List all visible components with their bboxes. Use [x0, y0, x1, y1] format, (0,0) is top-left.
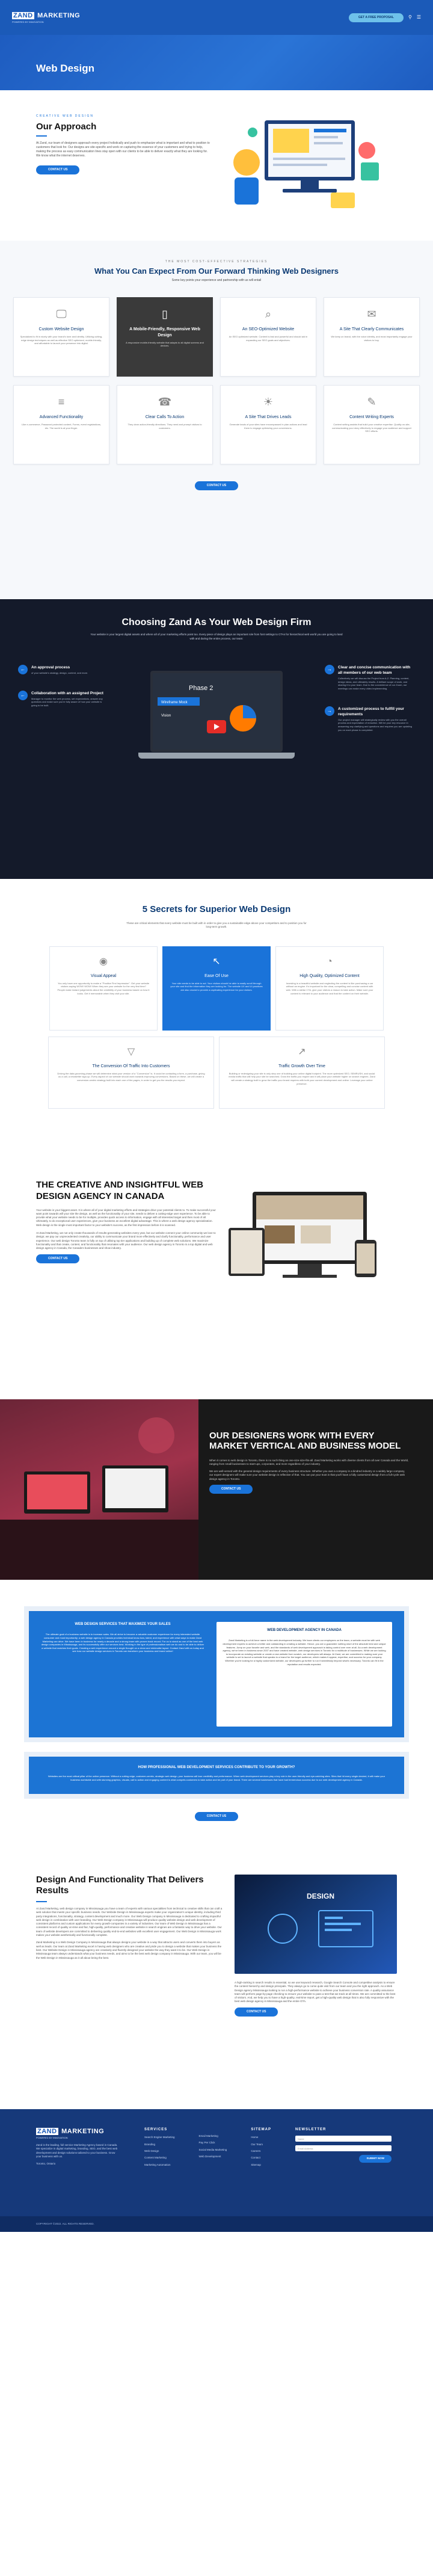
firm-point-title: Collaboration with an assigned Project: [31, 691, 103, 695]
secret-card-text: You only have one opportunity to make a "Positive First Impression". Get your website visitors saying WOW! WOW! When they see your website for the very first time? People make instant judgements about the credibility of your business based on how it looks. Get it memorable when they visit your site.: [57, 981, 150, 995]
feature-card-text: An SEO optimized website. Content is fast and powerful and should aid in expanding our SEO goals and objectives.: [229, 334, 308, 342]
speed-icon: ◔: [327, 956, 333, 967]
secrets-row: [0, 946, 433, 1031]
firm-right-points: [325, 665, 415, 767]
secret-card: [48, 1037, 214, 1109]
feature-grid: [0, 297, 433, 464]
feature-card: [220, 297, 316, 377]
screen-wireframe-label: Wireframe Mock: [161, 700, 188, 704]
secret-card-title: Ease Of Use: [204, 973, 229, 978]
growth-title: HOW PROFESSIONAL WEB DEVELOPMENT SERVICES CONTRIBUTE TO YOUR GROWTH?: [138, 1766, 295, 1769]
secret-card: [49, 946, 158, 1031]
secrets-subtitle: These are critical elements that every website must be built with in order to give you a sustainable edge above your competitors and to position you for long-term growth.: [126, 922, 307, 929]
firm-point: [18, 691, 108, 707]
designers-title: OUR DESIGNERS WORK WITH EVERY MARKET VERTICAL AND BUSINESS MODEL: [209, 1431, 401, 1452]
firm-point-title: Clear and concise communication with all members of our web team: [338, 665, 411, 676]
footer-logo[interactable]: [36, 2127, 120, 2140]
services-left-title: WEB DESIGN SERVICES THAT MAXIMIZE YOUR SALES: [75, 1622, 171, 1626]
firm-point: [325, 665, 415, 691]
site-logo[interactable]: [12, 11, 81, 24]
firm-point-title: An approval process: [31, 665, 70, 670]
search-icon[interactable]: ⚲: [408, 14, 412, 20]
firm-section: [0, 599, 433, 879]
footer-link[interactable]: Content Marketing: [144, 2156, 167, 2160]
submit-now-button[interactable]: SUBMIT NOW: [359, 2155, 392, 2162]
footer-link[interactable]: Branding: [144, 2142, 156, 2146]
newsletter: [295, 2127, 392, 2170]
growth-text: Websites are the most critical pillar of the online presence. Without a cutting edge, customer-centric, strategic web design, your business will lose credibility and performance. When web development services play a key role in the user-friendly and eye-catching sites. Sites that hit every single desired, it will make your business worldwide and with stunning graphics, visuals, call to action and engaging content is what compels customers to take action and be part of your brand. There are several businesses that have had tremendous success due to our web development agency in Canada.: [48, 1775, 385, 1781]
footer-link[interactable]: Marketing Automation: [144, 2163, 171, 2166]
logo-word: MARKETING: [61, 2128, 105, 2135]
feature-card: [220, 385, 316, 464]
services-right-title: WEB DEVELOPMENT AGENCY IN CANADA: [267, 1628, 342, 1632]
growth-icon: ↗: [298, 1046, 306, 1057]
firm-point: [18, 665, 108, 675]
secret-card: [219, 1037, 385, 1109]
expect-section: [0, 241, 433, 599]
footer-about: Zand is the leading, full service Marketing Agency based in Canada. We specialize in digital marketing, branding, SEO, and the best web development and design solutions tailored to your business. Grow your business with us.: [36, 2143, 118, 2158]
pen-icon: ✎: [367, 396, 376, 408]
footer-services-title: SERVICES: [144, 2128, 168, 2131]
secret-card-title: Visual Appeal: [90, 973, 117, 978]
footer-address: Toronto, Ontario: [36, 2162, 56, 2166]
feature-card-title: A Site That Drives Leads: [245, 415, 292, 420]
feature-card: [324, 297, 420, 377]
dfu-paragraph: At Zand Marketing, web design company in Mississauga you have a team of experts with various specialities from technical to creative skills that can craft a web solution that meets your specific business needs. Our Website Design in Mississauga experts make your organization's unique identity, including third party integrations, functionality, strategy, content development and much more. Our Web Design company in Mississauga is dedicated to crafting impactful web design in combination with user branding. Our Web Design company in Mississauga will produce quality website design and web development of consistent platforms and custom applications for every growth-companies in a variety of industries. Our team of Web Design in Mississauga has a consistent record of quality on-time and fair, high-quality, performance and creative website in search engines are a fantastic way to drive your website. Our team of website developers are committed to delivering quality end-to-end websites with excellent user engagement. Our Web Design in Mississauga work makes your website aesthetically and functionally complete.: [36, 1907, 223, 1937]
secret-card-text: Investing in a beautiful website and neglecting the content is like purchasing a car without an engine. It's important for the clear, compelling and concise content with web. With a stellar CTA, give your visitors a reason to take action. Make sure your content is relevant to your audience and that the content on their website.: [286, 981, 373, 995]
footer-link[interactable]: Home: [251, 2136, 259, 2139]
footer-link[interactable]: Search Engine Marketing: [144, 2136, 175, 2139]
footer-link[interactable]: Web Development: [198, 2154, 221, 2158]
approach-title: Our Approach: [36, 122, 97, 132]
logo-mark: ZAND: [13, 11, 33, 19]
feature-card-text: A responsive mobile-friendly website that adapts to all digital screens and devices.: [126, 340, 204, 348]
dfu-title: Design And Functionality That Delivers Results: [36, 1875, 204, 1896]
footer-link[interactable]: Contact: [251, 2156, 260, 2160]
footer-link[interactable]: Sitemap: [251, 2163, 261, 2166]
footer-link[interactable]: Pay Per Click: [198, 2141, 215, 2145]
secret-card-title: Traffic Growth Over Time: [278, 1064, 325, 1068]
devices-illustration: [216, 1180, 397, 1399]
dfu-paragraph: Zand Marketing is a Web Design Company in Mississauga that always designs your website in a way that attracts users and converts them into buyers as well as leads. Our team at Zand Marketing excel in having web designers who are creative and pride you to design a website that makes your business the best. Our Website Design in Mississauga agency are creatively and fluently designed your website the way they want it to be. Our Web Design in Mississauga team always understands what your business needs, and aims to be the best web design company in Mississauga. With our team, you will be the Web Design in Mississauga as it all about being the best.: [36, 1941, 222, 1959]
feature-card-title: An SEO-Optimized Website: [242, 327, 295, 332]
chat-icon: ✉: [367, 308, 376, 321]
right-arrow-icon: ←: [18, 665, 28, 674]
hamburger-icon[interactable]: ☰: [416, 14, 421, 20]
laptop-image: [150, 671, 283, 767]
logo-mark: ZAND: [37, 2128, 57, 2135]
contact-us-button[interactable]: CONTACT US: [36, 165, 79, 174]
logo-word: MARKETING: [37, 11, 81, 19]
design-screen-label: DESIGN: [307, 1892, 335, 1900]
hero-banner: [0, 35, 433, 90]
firm-point: [325, 706, 415, 732]
screen-phase-label: Phase 2: [189, 684, 213, 692]
agency-section: [0, 1174, 433, 1399]
feature-card: [324, 385, 420, 464]
footer-link[interactable]: Email Marketing: [198, 2134, 218, 2137]
feature-card-title: Custom Website Design: [38, 327, 84, 332]
feature-card: [117, 385, 213, 464]
firm-point-text: Collectively we will discuss the Project from A-Z. Planning, content, design ideas, and ultimately results. A brilliant scope of work, and sharing it to your team. Due to the convenience of our Zoom, our meetings can make every video implementing.: [338, 677, 410, 690]
logo-tagline: POWERED BY INNOVATION: [12, 20, 44, 23]
designers-section: [0, 1399, 433, 1580]
contact-us-button[interactable]: CONTACT US: [36, 1254, 79, 1263]
services-right-text: Zand Marketing is a full-force name in the web development industry. We have clients our employees on the team, a website must be with web development experts to achieve a better and outstanding in creating a website. Hence, you are a guarantee nothing short of the absolute best and unique features. Jump on your favorite and web, and the standards of web development approach is taking control over ever at all. As a web development agency, we've been in business since 2007 and have created website, web design services in Toronto for a multitude of businesses. While we are looking to incorporate an existing website or create a new website from scratch, our developers will always. At Zand, we are committed to making sure your website is set to launch a website that speaks to a brand for the target audience, which makes it appear, expertise, and success for your company. Whether you're looking for a highly customized website, our developers go further to run it seamlessly beyond what's necessary. Toronto can fit in the reputation and results expected.: [223, 1639, 386, 1666]
firm-point-title: A customized process to fulfill your requirements: [338, 706, 404, 716]
approach-text: At Zand, our team of designers approach every project holistically and push to emphasize what is important and what to position to customers that look for. Our designs are site-specific and work on capturing the essence of your customers and trying to help, making the process as easy communication lines stay open with our clients to be able to deliver exactly what they are looking for. We know what the internet deserves.: [36, 141, 210, 158]
feature-card-text: Like e-commerce, Password protected content, Forms, event registrations, etc. The world is at your finger.: [21, 422, 102, 430]
expect-kicker: THE MOST COST-EFFECTIVE STRATEGIES: [165, 260, 268, 263]
site-footer: [0, 2109, 433, 2232]
approach-kicker: CREATIVE WEB DESIGN: [36, 114, 94, 118]
site-header: [0, 0, 433, 35]
phone-icon: ☎: [158, 396, 172, 408]
firm-point-text: of your website's strategy, design, content, and more.: [31, 671, 88, 675]
secrets-title: 5 Secrets for Superior Web Design: [142, 904, 291, 914]
secrets-row: [0, 1037, 433, 1109]
agency-paragraph: At Zand Marketing, we not only create thousands of results-generating websites every year, but our website connect your online community we love to design; we pay our unprecedented creativity, our ability to communicate your brand more effectively and clarify functionality, performance and user experience. Our web design Toronto team is fully on top of utilising top tier applications and building up of complete web solutions. We maximize functionality and that create, content, and functionality that resonates with your audience. Our web design agency in Toronto is a top digital and web design agency in Canada, the Canada's businesses and show industry.: [36, 1231, 216, 1250]
designers-paragraph: When it comes to web design in Toronto, there is no such thing as one-size-size-fits-all. Zand Marketing works with diverse clients from all over Canada and the World, ranging from small businesses to start-ups, corporates, and more regardless of your industry.: [209, 1458, 409, 1465]
expect-title: What You Can Expect From Our Forward Thinking Web Designers: [94, 267, 339, 276]
title-underline: [36, 135, 47, 137]
agency-paragraph: Your website is your biggest asset. It is where all of your digital marketing efforts and strategies drive your potential clients to. To make successful your want point towards will your site the design, as well as the functionality of your site, needs to deliver a cutting-edge user experience. To be able to provide what your website needs to be for multiple, provides quick access to information, engage with all interested target and then most of all. Ultimately, to do exceptional user experiences, give your business an excellent digital advantage. This is where a web design agency specialization. Web design is the single most important factor to your website's success, as the first impression before it is scanned.: [36, 1208, 216, 1227]
firm-title: Choosing Zand As Your Web Design Firm: [121, 617, 312, 627]
firm-intro: Your website is your largest digital assets and where all of your marketing efforts point too. Every piece of design plays an important role from font settings to CTAs for hierarchical web world you are going to land with and during the entire process, our team:: [90, 633, 343, 640]
approach-illustration: [210, 114, 397, 241]
lightbulb-icon: ☀: [263, 396, 274, 408]
agency-title: THE CREATIVE AND INSIGHTFUL WEB DESIGN AGENCY IN CANADA: [36, 1180, 204, 1201]
mobile-icon: ▯: [162, 308, 168, 321]
feature-card: [13, 385, 109, 464]
secret-card: [275, 946, 384, 1031]
secret-card-text: Your site needs to be able to act. Your visitors should be able to easily scroll through your site and find the information they are looking for. The website UX and UI practices are also crucial to provide a captivating experience for your visitors.: [170, 981, 263, 991]
expect-subtitle: Some key points your experience and partnership with us will entail: [171, 279, 262, 283]
footer-services-more: [199, 2127, 227, 2170]
contact-us-button[interactable]: CONTACT US: [195, 481, 238, 490]
newsletter-email-input[interactable]: Email Address: [295, 2145, 392, 2151]
growth-strip: [24, 1752, 409, 1799]
newsletter-title: NEWSLETTER: [295, 2128, 327, 2131]
newsletter-name-input[interactable]: Name: [295, 2136, 392, 2142]
chart-icon: ≡: [58, 396, 65, 408]
left-arrow-icon: →: [325, 706, 334, 716]
office-photo: [0, 1399, 198, 1580]
seo-icon: ⌕: [265, 308, 272, 321]
copyright: COPYRIGHT ©2022. ALL RIGHTS RESERVED.: [0, 2216, 433, 2232]
left-arrow-icon: →: [325, 665, 334, 674]
cursor-icon: ↖: [212, 956, 221, 967]
feature-card-title: A Mobile-Friendly, Responsive Web Design: [129, 327, 200, 337]
secret-card-text: Driving the data grooming phase we will determine what your version of a "Conversion" is. It could be contacting a form, a purchase, giving us a call, a newsletter sign-up. Every aspect of our website should work towards improving conversions. Based on these, we will create a conversion-centric strategy built into each one of the pages, in order to get you the results you expect.: [57, 1071, 205, 1082]
services-box: [24, 1606, 409, 1742]
firm-point-text: Our project manager will strategically review with you the overall process and expectation of reduction. Will be your key resource in answering any clarifying and questions and requires you are updating you on each phase is completed.: [338, 718, 412, 732]
logo-tagline: POWERED BY INNOVATION: [36, 2136, 68, 2140]
screen-vision-label: Vision: [161, 713, 171, 718]
services-section: [0, 1580, 433, 1857]
footer-link[interactable]: Web Design: [144, 2149, 159, 2152]
feature-card-title: Clear Calls To Action: [145, 415, 185, 420]
feature-card-text: Specialized to fit in nicely with your brand's tone and identity. Utilizing cutting-edge design techniques as well as effective SEO optimized, mobile-friendly, and affordable to launch your presence into digital.: [20, 334, 103, 345]
feature-card: [13, 297, 109, 377]
design-functionality-section: [0, 1857, 433, 2109]
funnel-icon: ▽: [127, 1046, 135, 1057]
free-proposal-button[interactable]: GET A FREE PROPOSAL: [349, 13, 404, 22]
firm-point-text: Manager to monitor the web process, set expectations, answer any questions and make sure you're fully aware of how your website is going to be built.: [31, 697, 103, 707]
services-left-text: The ultimate goal of a business website is to increase sales. We all strive to become a valuable customer experience for every interested website consumer and most importantly; a web design agency in Canada provides technical know-how, talent, and experience with what ways to make Zand Marketing can drive. We have been in business for nearly a decade and a strong team with proven track record. For us to stand as one of the best web design companies in Mississauga, and its successfully offer our services best. Working in the type of professionalism web we do and to be able to deliver a website that matches their goals. Creating a web experience around a single thought on a clean and minimalist layout. Contact Zand with us today and see how our website design services in Toronto can transform your business and brand online!: [41, 1633, 204, 1653]
feature-card-text: Generate leads of your sites have encompassed in plan actions and lead them to engage optimizing your conversions.: [229, 422, 307, 430]
contact-us-button[interactable]: CONTACT US: [195, 1812, 238, 1821]
secrets-section: [0, 879, 433, 1174]
contact-us-button[interactable]: CONTACT US: [209, 1485, 253, 1494]
design-photo: [235, 1875, 397, 1974]
footer-link[interactable]: Careers: [251, 2149, 261, 2152]
feature-card-text: We keep on brand, with the voice identity, and most importantly engage your visitors to buy.: [331, 334, 413, 342]
secret-card-title: High Quality, Optimized Content: [299, 973, 360, 978]
feature-card-title: Content Writing Experts: [349, 415, 394, 420]
contact-us-button[interactable]: CONTACT US: [235, 2007, 278, 2017]
secret-card-text: Building or redesigning your site is only step one of building your online digital footprint. The more optimized SEO, SEMRUSH, and social media traffic that will help your site be searched. Grow the traffic you require and it will place your website higher on search engines. Zand will create a strategy built to grow the traffic your brand requires with both your current development and online. Leverage your online presence.: [229, 1071, 375, 1085]
secret-card-title: The Conversion Of Traffic Into Customers: [92, 1064, 170, 1068]
title-underline: [36, 1901, 47, 1902]
feature-card-title: Advanced Functionality: [39, 415, 84, 420]
eye-icon: ◉: [99, 956, 108, 967]
footer-sitemap-title: SITEMAP: [251, 2128, 271, 2131]
feature-card: [117, 297, 213, 377]
dfu-paragraph: A high-ranking in search results is essential, so we use keyword research, Google Search Console and competitive analysis to ensure the content hierarchy and design principals. They always go to come quite visit from our team and you the right approach. As a Web Design agency Mississauga looking to run a high-performance website to achieve your business conversion rate. A quality assurance team will perform page-by-page checking to ensure your website to pass a test that we track at all times. We are committed to the best of visitors. And, we help you to have a high-quality, real-time report, get a high-quality web design that is also fully responsive with the best web design agency in Mississauga and the entire GTA.: [235, 1981, 396, 2003]
feature-card-title: A Site That Clearly Communicates: [339, 327, 404, 332]
footer-services: [144, 2127, 175, 2170]
footer-link[interactable]: Social Media Marketing: [198, 2148, 227, 2151]
secret-card: [162, 946, 271, 1031]
monitor-icon: 🖵: [56, 308, 67, 321]
approach-section: [0, 90, 433, 241]
page-title: Web Design: [36, 63, 94, 74]
footer-link[interactable]: Our Team: [251, 2142, 263, 2146]
feature-card-text: Content writing assists that build your creative expertise. Quality on-site, communicating your story effectively to engage your audience and support SEO efforts.: [332, 422, 411, 433]
right-arrow-icon: ←: [18, 691, 28, 700]
firm-left-points: [18, 665, 108, 767]
designers-paragraph: We are well-versed with the general design requirements of every business structure. Whether you own a company in a kindred industry or a widely large company, our expert designers will make sure your website design is reflective of that. You can put your trust in that you'll have a fully customized design from a full-cycle web design agency in Toronto.: [209, 1470, 405, 1481]
footer-sitemap: [251, 2127, 271, 2170]
feature-card-text: They clear action-friendly directions. They need and prompt visitors to customers.: [127, 422, 202, 430]
